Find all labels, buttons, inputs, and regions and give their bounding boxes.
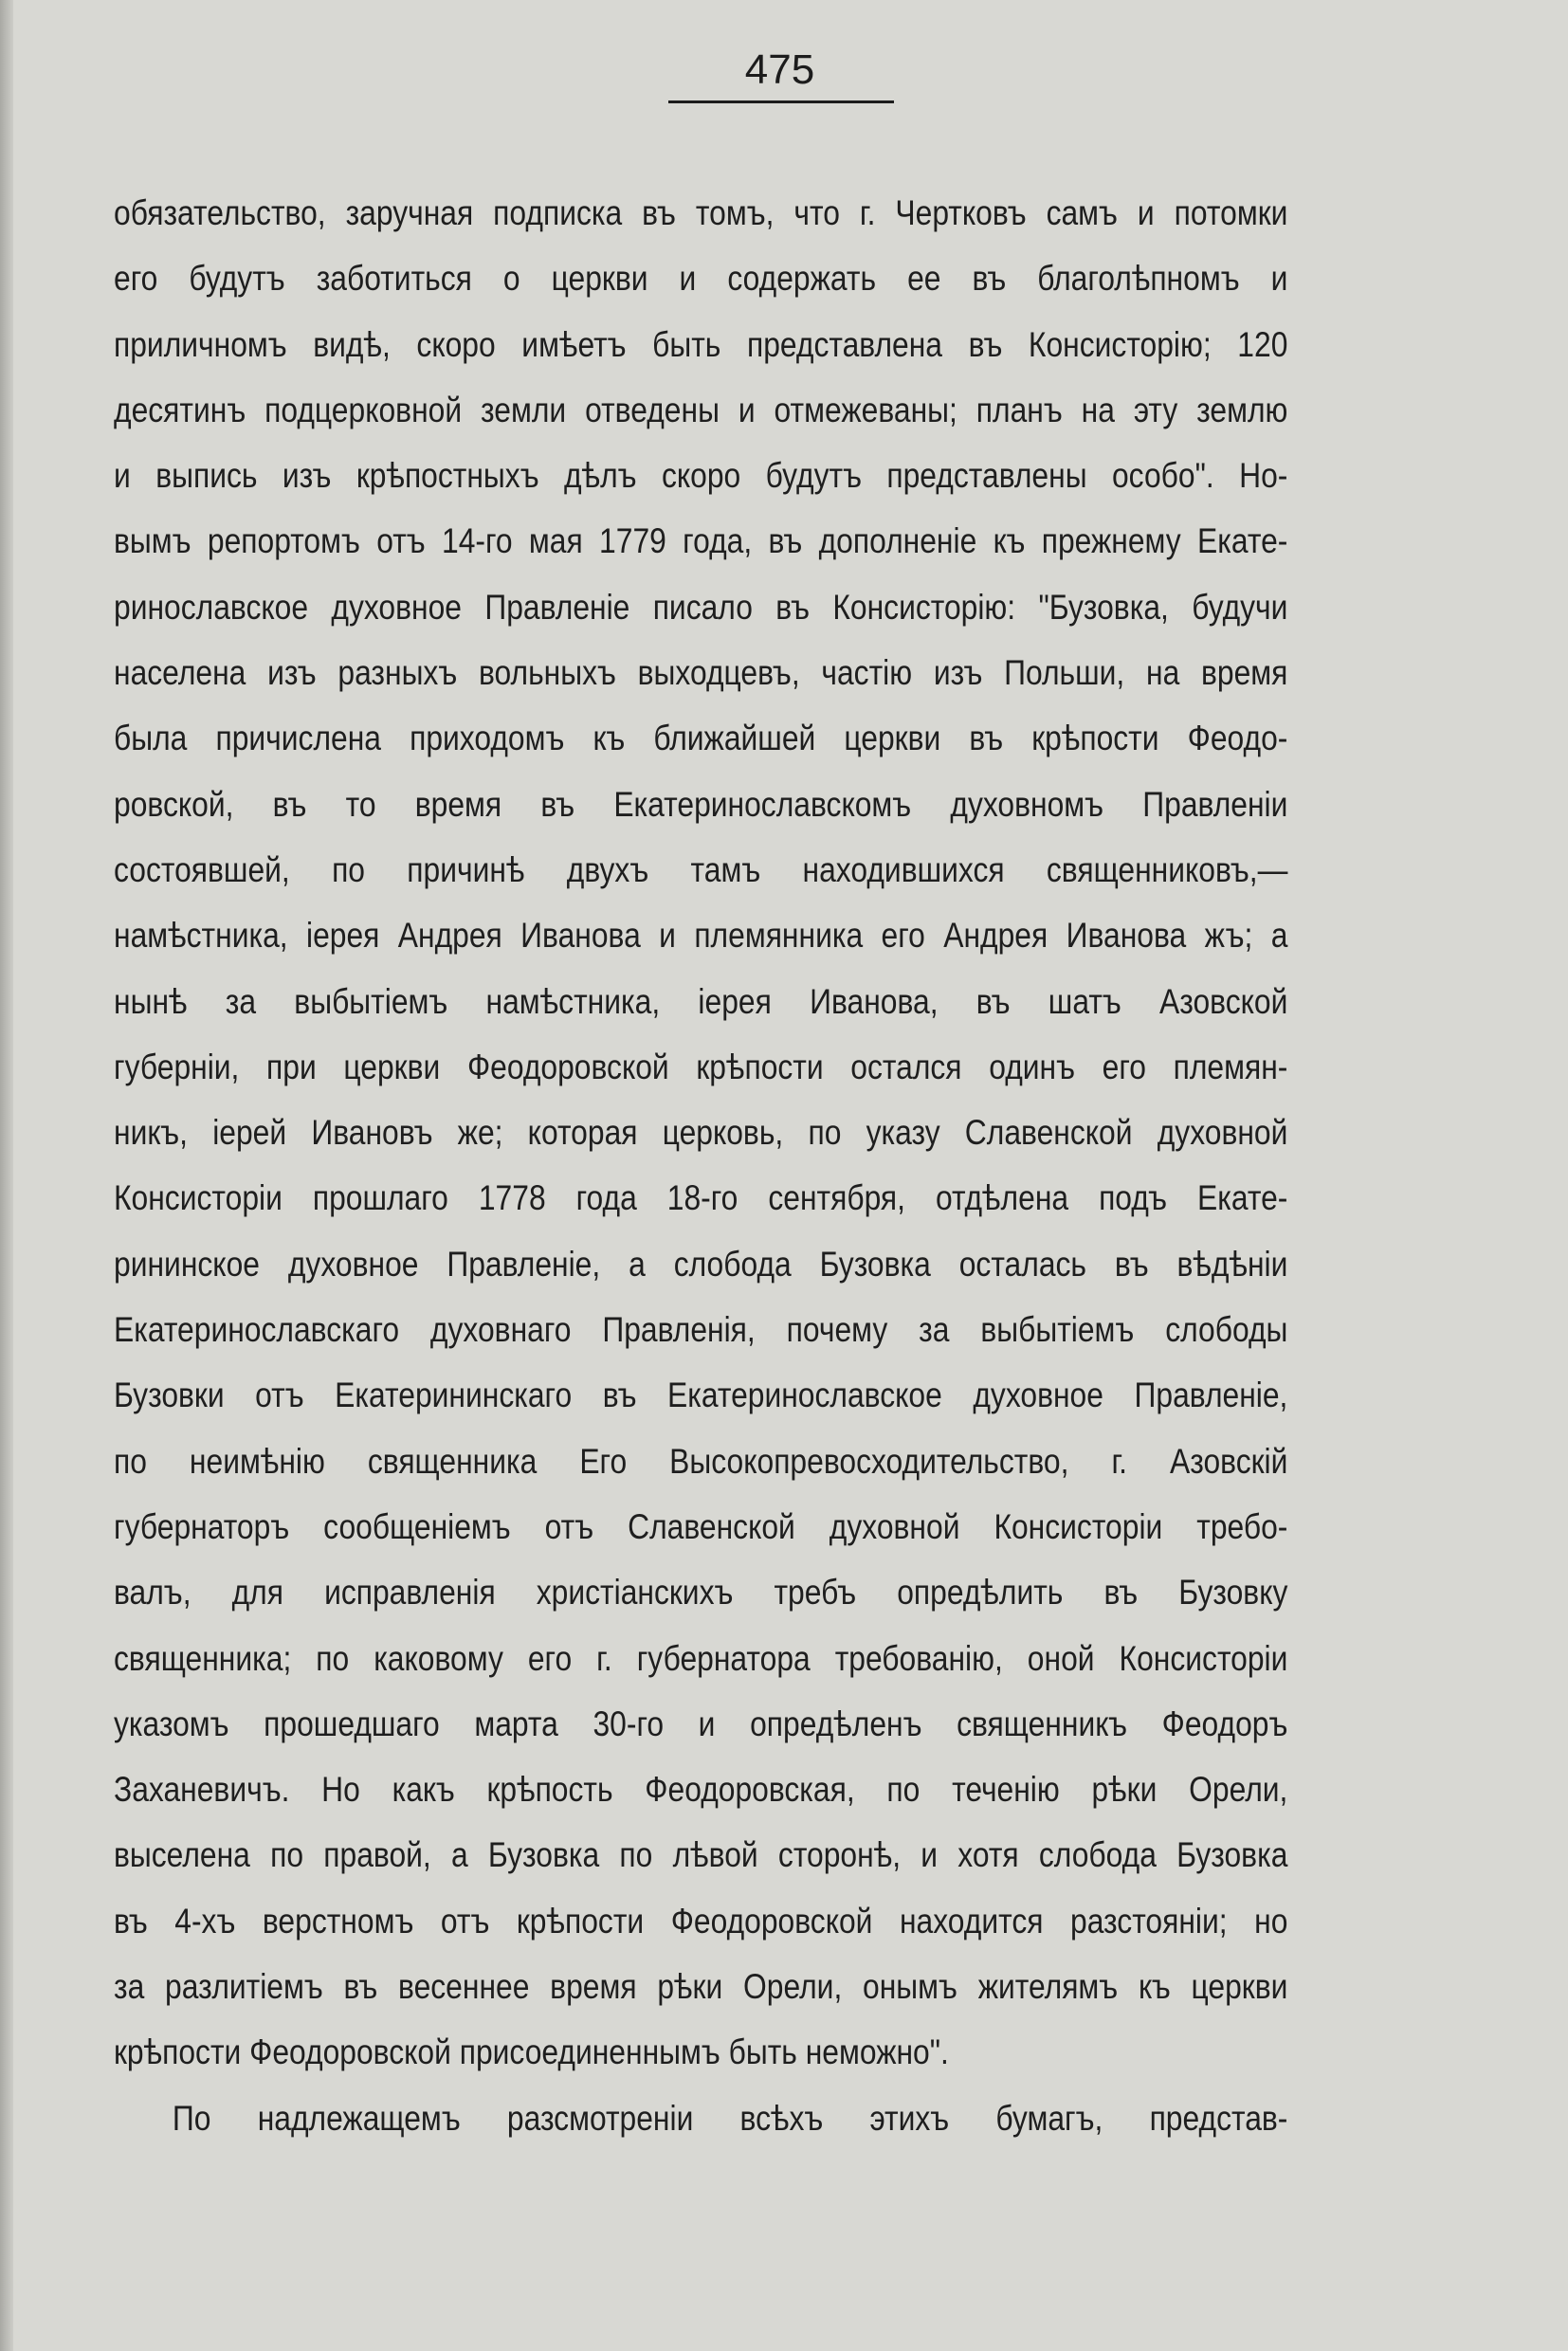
page-number: 475 (744, 46, 815, 93)
text-line: губерніи, при церкви Феодоровской крѣпости остался одинъ его племян- (114, 1047, 1288, 1086)
text-line: Бузовки отъ Екатерининскаго въ Екатеринославское духовное Правленіе, (114, 1376, 1288, 1415)
text-line: священника; по каковому его г. губернатора требованію, оной Консисторіи (114, 1638, 1288, 1678)
text-line: По надлежащемъ разсмотреніи всѣхъ этихъ бумагъ, представ- (172, 2098, 1288, 2138)
text-line: въ 4-хъ верстномъ отъ крѣпости Феодоровской находится разстояніи; но (114, 1901, 1288, 1941)
text-line: ринославское духовное Правленіе писало въ Консисторію: "Бузовка, будучи (114, 587, 1288, 627)
text-line: рининское духовное Правленіе, а слобода Бузовка осталась въ вѣдѣніи (114, 1244, 1288, 1284)
text-line: ровской, въ то время въ Екатеринославскомъ духовномъ Правленіи (114, 784, 1288, 824)
text-line: Заханевичъ. Но какъ крѣпость Феодоровская, по теченію рѣки Орели, (114, 1770, 1288, 1810)
text-line: приличномъ видѣ, скоро имѣетъ быть представлена въ Консисторію; 120 (114, 324, 1288, 364)
text-line: по неимѣнію священника Его Высокопревосходительство, г. Азовскій (114, 1441, 1288, 1481)
text-line: крѣпости Феодоровской присоединеннымъ быть неможно". (114, 2032, 949, 2072)
text-line: валъ, для исправленія христіанскихъ требъ опредѣлить въ Бузовку (114, 1573, 1288, 1613)
page-number-rule (668, 100, 894, 103)
text-line: Консисторіи прошлаго 1778 года 18-го сентября, отдѣлена подъ Екате- (114, 1178, 1288, 1218)
text-line: губернаторъ сообщеніемъ отъ Славенской духовной Консисторіи требо- (114, 1506, 1288, 1546)
text-line: вымъ репортомъ отъ 14-го мая 1779 года, въ дополненіе къ прежнему Екате- (114, 521, 1288, 561)
text-line: указомъ прошедшаго марта 30-го и опредѣленъ священникъ Феодоръ (114, 1704, 1288, 1743)
text-line: его будутъ заботиться о церкви и содержать ее въ благолѣпномъ и (114, 259, 1288, 299)
text-line: состоявшей, по причинѣ двухъ тамъ находившихся священниковъ,— (114, 849, 1288, 889)
text-line: десятинъ подцерковной земли отведены и отмежеваны; планъ на эту землю (114, 390, 1288, 429)
text-line: за разлитіемъ въ весеннее время рѣки Орели, онымъ жителямъ къ церкви (114, 1967, 1288, 2007)
text-line: была причислена приходомъ къ ближайшей церкви въ крѣпости Феодо- (114, 719, 1288, 758)
body-text (114, 180, 1287, 2151)
text-line: никъ, іерей Ивановъ же; которая церковь, по указу Славенской духовной (114, 1113, 1288, 1153)
text-line: обязательство, заручная подписка въ томъ, что г. Чертковъ самъ и потомки (114, 193, 1288, 232)
text-line: Екатеринославскаго духовнаго Правленія, почему за выбытіемъ слободы (114, 1310, 1288, 1350)
text-line: населена изъ разныхъ вольныхъ выходцевъ, частію изъ Польши, на время (114, 653, 1288, 693)
text-line: выселена по правой, а Бузовка по лѣвой сторонѣ, и хотя слобода Бузовка (114, 1835, 1288, 1875)
text-line: намѣстника, іерея Андрея Иванова и племянника его Андрея Иванова жъ; а (114, 916, 1288, 956)
text-line: и выпись изъ крѣпостныхъ дѣлъ скоро будутъ представлены особо". Но- (114, 456, 1288, 496)
page-left-edge (0, 0, 13, 2351)
text-line: нынѣ за выбытіемъ намѣстника, іерея Иванова, въ шатъ Азовской (114, 981, 1288, 1021)
